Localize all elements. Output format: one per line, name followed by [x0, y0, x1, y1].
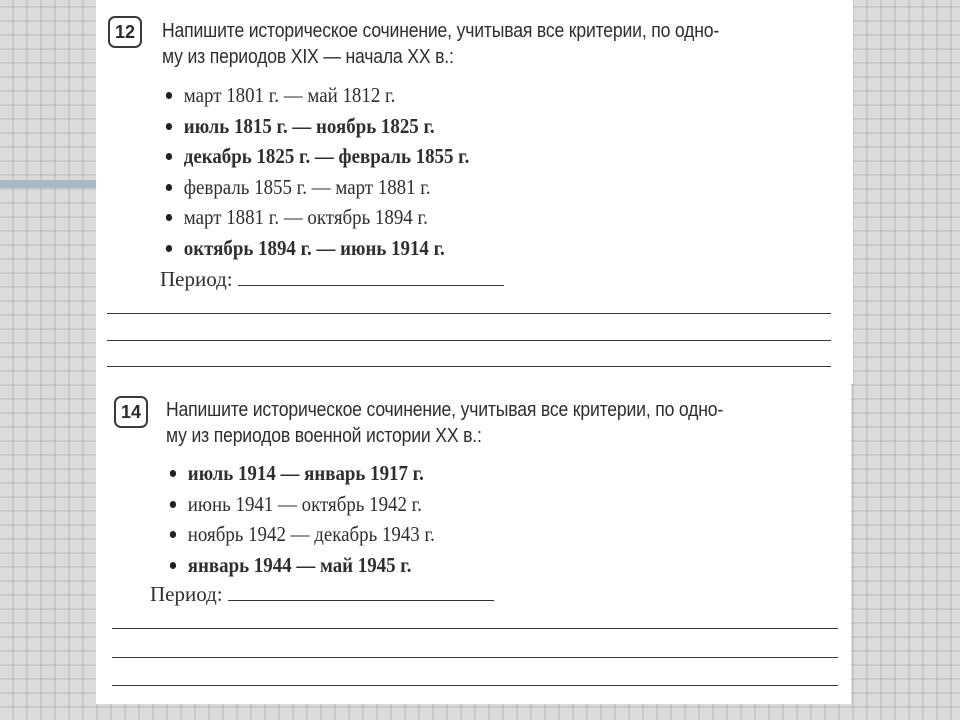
bullet-icon [170, 562, 176, 569]
period-item [164, 172, 469, 203]
period-item [168, 489, 435, 520]
period-list [164, 80, 503, 263]
period-text: март 1881 г. — октябрь 1894 г. [183, 205, 428, 229]
answer-line [112, 685, 838, 686]
task-number-badge: 14 [114, 396, 148, 428]
bullet-icon [166, 214, 172, 221]
period-text: июнь 1941 — октябрь 1942 г. [187, 491, 423, 516]
period-blank-line [228, 580, 494, 601]
answer-line [112, 628, 838, 629]
task-prompt-line: му из периодов XIX — начала XX в.: [162, 46, 454, 68]
period-item [164, 202, 469, 233]
task-prompt-line: му из периодов военной истории XX в.: [166, 425, 482, 447]
period-answer-row [160, 265, 504, 293]
period-text: июль 1914 — январь 1917 г. [187, 461, 424, 485]
task-prompt [166, 397, 723, 449]
bullet-icon [166, 184, 172, 191]
bullet-icon [166, 153, 172, 160]
period-item [164, 111, 469, 142]
period-item [168, 519, 435, 550]
period-text: октябрь 1894 г. — июнь 1914 г. [183, 235, 445, 260]
bullet-icon [170, 501, 176, 508]
bullet-icon [166, 245, 172, 252]
task-prompt-line: Напишите историческое сочинение, учитывая все критерии, по одно- [166, 399, 724, 421]
answer-line [107, 340, 831, 341]
period-answer-row [150, 580, 494, 608]
bullet-icon [170, 531, 176, 538]
task-12-block [96, 0, 853, 384]
bullet-icon [166, 92, 172, 99]
period-text: март 1801 г. — май 1812 г. [183, 83, 396, 107]
period-list [168, 458, 464, 580]
period-text: февраль 1855 г. — март 1881 г. [183, 174, 431, 199]
period-label: Период: [160, 267, 233, 291]
period-blank-line [238, 265, 504, 286]
answer-line [112, 657, 838, 658]
period-item [164, 141, 469, 172]
period-item [164, 80, 469, 111]
answer-line [107, 313, 831, 314]
task-prompt-line: Напишите историческое сочинение, учитывая все критерии, по одно- [162, 20, 720, 42]
slide-accent-line [0, 180, 96, 188]
period-text: январь 1944 — май 1945 г. [187, 552, 412, 577]
bullet-icon [170, 470, 176, 477]
period-text: ноябрь 1942 — декабрь 1943 г. [187, 522, 435, 546]
period-label: Период: [150, 582, 223, 606]
task-prompt [162, 18, 719, 70]
period-item [168, 550, 435, 581]
period-text: декабрь 1825 г. — февраль 1855 г. [183, 144, 470, 168]
task-number-badge: 12 [108, 16, 142, 48]
period-text: июль 1815 г. — ноябрь 1825 г. [183, 113, 435, 138]
answer-line [107, 366, 831, 367]
period-item [164, 233, 469, 264]
bullet-icon [166, 123, 172, 130]
period-item [168, 458, 435, 489]
